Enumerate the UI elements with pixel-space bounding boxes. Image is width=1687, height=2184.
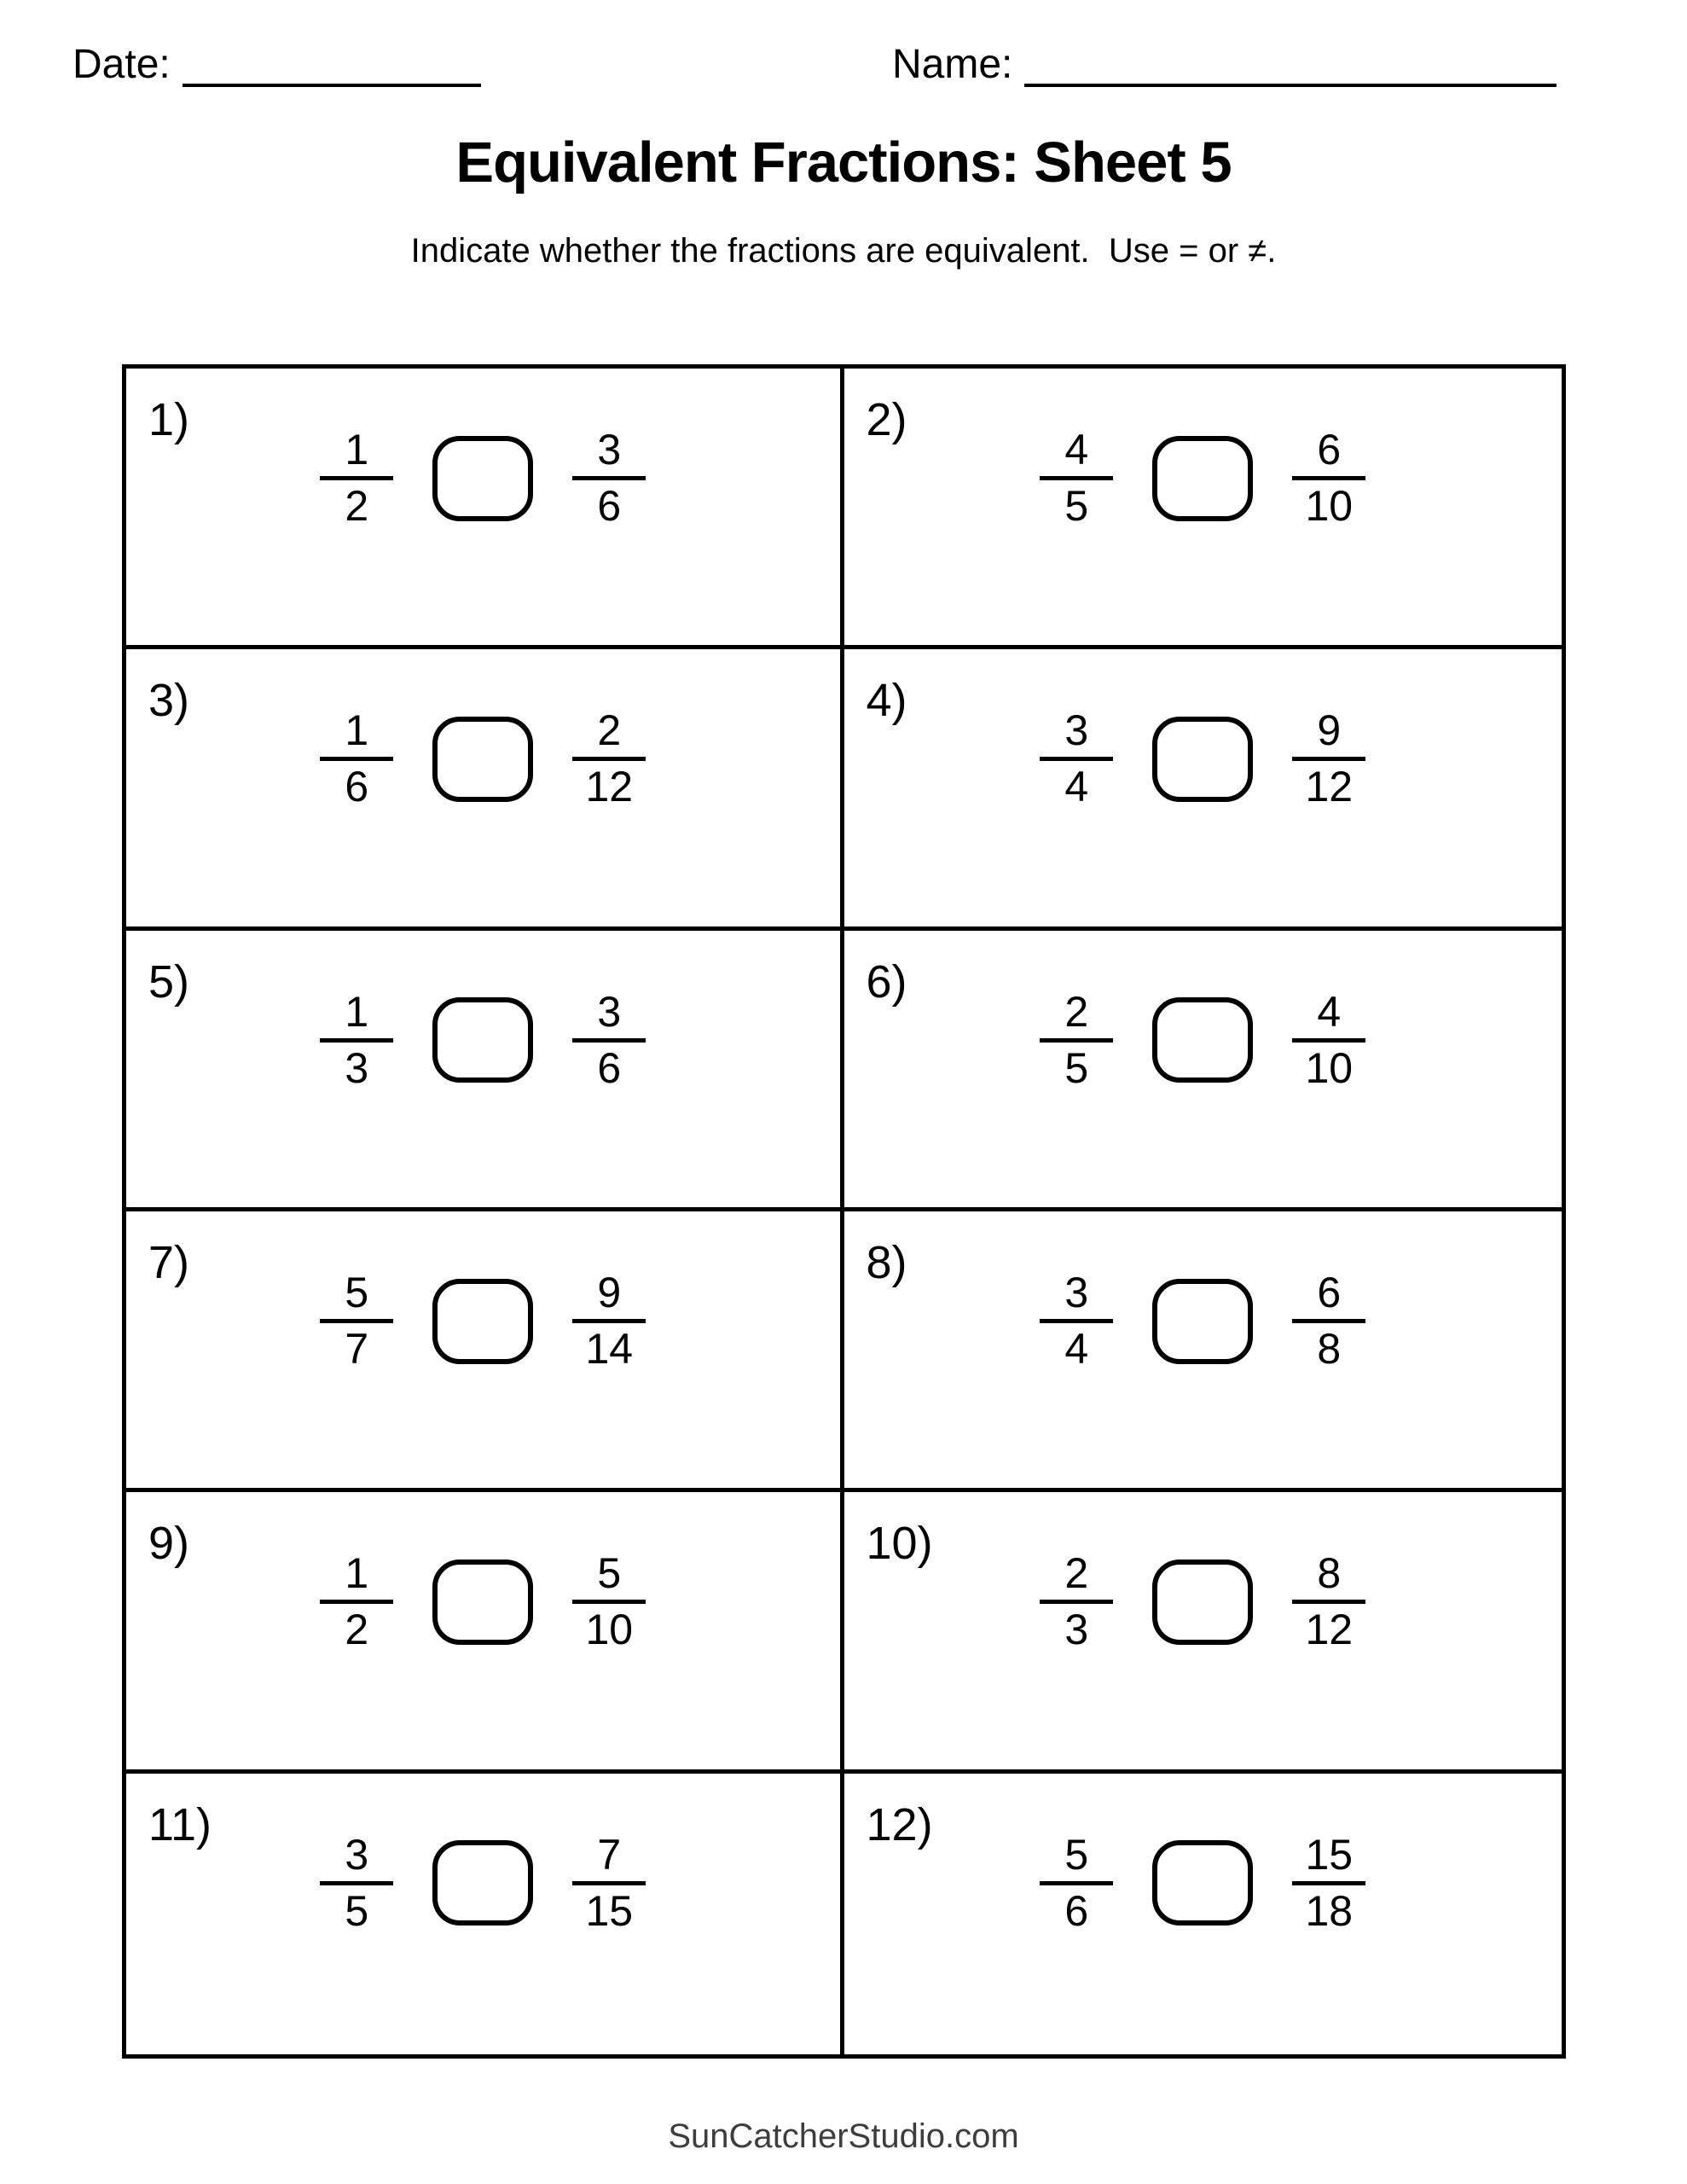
answer-box[interactable] <box>1152 997 1253 1083</box>
answer-box[interactable] <box>432 436 533 521</box>
problem-expression <box>1040 987 1365 1092</box>
fraction-bar <box>1292 1600 1365 1604</box>
fraction-left-denominator: 7 <box>345 1325 369 1373</box>
problem-expression <box>320 1830 646 1935</box>
fraction-right-numerator: 8 <box>1317 1549 1342 1598</box>
fraction-right-numerator: 3 <box>597 426 622 473</box>
answer-box[interactable] <box>432 1840 533 1926</box>
fraction-right-numerator: 4 <box>1317 987 1342 1036</box>
fraction-bar <box>572 1600 646 1604</box>
fraction-bar <box>320 757 393 761</box>
fraction-right-denominator: 10 <box>585 1606 634 1654</box>
fraction-left <box>1040 1549 1113 1654</box>
problem-number: 10) <box>866 1518 933 1570</box>
problem-number: 4) <box>866 675 907 727</box>
date-field-group <box>72 44 481 87</box>
fraction-bar <box>1040 1319 1113 1323</box>
fraction-left <box>1040 1271 1113 1371</box>
problem-number: 7) <box>148 1237 190 1288</box>
fraction-left-denominator: 4 <box>1064 1325 1089 1373</box>
fraction-right <box>1292 1271 1365 1371</box>
fraction-left <box>320 987 393 1092</box>
problem-cell <box>126 1774 844 2054</box>
fraction-bar <box>320 1319 393 1323</box>
fraction-left-denominator: 2 <box>345 1606 369 1654</box>
answer-box[interactable] <box>1152 717 1253 802</box>
fraction-bar <box>1292 1038 1365 1043</box>
fraction-bar <box>1292 1319 1365 1323</box>
problem-number: 3) <box>148 675 190 727</box>
fraction-left-denominator: 3 <box>345 1043 369 1092</box>
fraction-right-denominator: 18 <box>1305 1886 1354 1935</box>
problem-expression <box>1040 706 1365 811</box>
fraction-left-numerator: 3 <box>345 1830 369 1879</box>
fraction-left-numerator: 4 <box>1064 426 1089 473</box>
fraction-left-denominator: 4 <box>1064 763 1089 811</box>
fraction-left <box>1040 428 1113 528</box>
answer-box[interactable] <box>432 997 533 1083</box>
fraction-bar <box>1292 476 1365 480</box>
fraction-right <box>1292 1830 1365 1935</box>
fraction-right <box>1292 1549 1365 1654</box>
problem-cell <box>844 1211 1562 1492</box>
fraction-left-denominator: 2 <box>345 482 369 530</box>
problem-expression <box>320 706 646 811</box>
problem-cell <box>844 931 1562 1211</box>
problem-expression <box>1040 428 1365 528</box>
fraction-left <box>320 706 393 811</box>
answer-box[interactable] <box>432 717 533 802</box>
fraction-left <box>320 1271 393 1371</box>
fraction-right <box>1292 428 1365 528</box>
problem-number: 5) <box>148 956 190 1008</box>
fraction-right <box>1292 987 1365 1092</box>
fraction-left <box>1040 987 1113 1092</box>
problem-cell <box>844 369 1562 649</box>
problem-number: 9) <box>148 1518 190 1570</box>
fraction-left <box>320 1830 393 1935</box>
problem-number: 11) <box>148 1798 212 1850</box>
problem-cell <box>126 1492 844 1773</box>
fraction-right-numerator: 6 <box>1317 1269 1342 1316</box>
problem-cell <box>126 369 844 649</box>
problem-cell <box>844 649 1562 930</box>
instructions-text: Indicate whether the fractions are equivalent. Use = or ≠. <box>410 232 1277 270</box>
fraction-bar <box>572 1881 646 1885</box>
fraction-left-denominator: 5 <box>345 1886 369 1935</box>
fraction-right-denominator: 12 <box>585 763 634 811</box>
name-write-line[interactable] <box>1024 46 1557 87</box>
fraction-left <box>1040 706 1113 811</box>
fraction-left-numerator: 2 <box>1064 987 1089 1036</box>
fraction-left-denominator: 6 <box>345 763 369 811</box>
fraction-right-denominator: 15 <box>585 1886 634 1935</box>
fraction-right-denominator: 10 <box>1305 482 1354 530</box>
problem-expression <box>1040 1549 1365 1654</box>
date-write-line[interactable] <box>183 46 481 87</box>
fraction-right <box>572 987 646 1092</box>
fraction-right-numerator: 9 <box>597 1269 622 1316</box>
fraction-left-denominator: 5 <box>1064 1043 1089 1092</box>
date-label: Date: <box>72 42 171 87</box>
fraction-right-denominator: 14 <box>585 1325 634 1373</box>
fraction-bar <box>320 1881 393 1885</box>
fraction-bar <box>1292 757 1365 761</box>
fraction-bar <box>1040 757 1113 761</box>
problem-number: 8) <box>866 1237 907 1288</box>
fraction-right <box>1292 706 1365 811</box>
problem-expression <box>320 1271 646 1371</box>
fraction-right-denominator: 10 <box>1305 1043 1354 1092</box>
fraction-left-numerator: 5 <box>345 1269 369 1316</box>
problem-number: 2) <box>866 394 907 445</box>
fraction-bar <box>320 1038 393 1043</box>
problems-grid <box>122 364 1566 2059</box>
problem-expression <box>1040 1830 1365 1935</box>
fraction-right <box>572 1830 646 1935</box>
fraction-left-numerator: 3 <box>1064 1269 1089 1316</box>
fraction-bar <box>572 1319 646 1323</box>
fraction-right-numerator: 9 <box>1317 706 1342 755</box>
answer-box[interactable] <box>1152 436 1253 521</box>
problem-cell <box>844 1492 1562 1773</box>
fraction-right-numerator: 3 <box>597 987 622 1036</box>
fraction-left-numerator: 5 <box>1064 1830 1089 1879</box>
fraction-right <box>572 706 646 811</box>
fraction-left-numerator: 2 <box>1064 1549 1089 1598</box>
page-title: Equivalent Fractions: Sheet 5 <box>455 131 1232 195</box>
fraction-right-denominator: 12 <box>1305 1606 1354 1654</box>
footer-credit: SunCatcherStudio.com <box>668 2117 1019 2155</box>
fraction-right-denominator: 8 <box>1317 1325 1342 1373</box>
problem-number: 1) <box>148 394 190 445</box>
answer-box[interactable] <box>1152 1560 1253 1645</box>
answer-box[interactable] <box>432 1560 533 1645</box>
fraction-bar <box>1040 1038 1113 1043</box>
fraction-right <box>572 1549 646 1654</box>
answer-box[interactable] <box>432 1279 533 1364</box>
problem-expression <box>320 1549 646 1654</box>
fraction-right-numerator: 5 <box>597 1549 622 1598</box>
fraction-left-denominator: 3 <box>1064 1606 1089 1654</box>
fraction-left <box>1040 1830 1113 1935</box>
problem-cell <box>844 1774 1562 2054</box>
fraction-bar <box>572 476 646 480</box>
fraction-left-denominator: 6 <box>1064 1886 1089 1935</box>
fraction-right-numerator: 6 <box>1317 426 1342 473</box>
answer-box[interactable] <box>1152 1840 1253 1926</box>
fraction-right-denominator: 6 <box>597 1043 622 1092</box>
fraction-left <box>320 428 393 528</box>
fraction-left-denominator: 5 <box>1064 482 1089 530</box>
name-field-group <box>892 44 1557 87</box>
fraction-right-numerator: 7 <box>597 1830 622 1879</box>
answer-box[interactable] <box>1152 1279 1253 1364</box>
problem-cell <box>126 1211 844 1492</box>
fraction-bar <box>1292 1881 1365 1885</box>
fraction-bar <box>1040 1600 1113 1604</box>
fraction-right-numerator: 2 <box>597 706 622 755</box>
problem-cell <box>126 931 844 1211</box>
fraction-bar <box>572 757 646 761</box>
fraction-right-denominator: 12 <box>1305 763 1354 811</box>
fraction-right <box>572 1271 646 1371</box>
problem-cell <box>126 649 844 930</box>
fraction-right-numerator: 15 <box>1305 1830 1354 1879</box>
fraction-left-numerator: 1 <box>345 426 369 473</box>
problem-expression <box>320 987 646 1092</box>
fraction-bar <box>320 1600 393 1604</box>
fraction-left <box>320 1549 393 1654</box>
problem-number: 6) <box>866 956 907 1008</box>
fraction-right <box>572 428 646 528</box>
fraction-bar <box>1040 476 1113 480</box>
name-label: Name: <box>892 42 1013 87</box>
fraction-bar <box>1040 1881 1113 1885</box>
fraction-left-numerator: 3 <box>1064 706 1089 755</box>
fraction-bar <box>320 476 393 480</box>
fraction-bar <box>572 1038 646 1043</box>
problem-expression <box>320 428 646 528</box>
fraction-right-denominator: 6 <box>597 482 622 530</box>
problem-number: 12) <box>866 1798 933 1850</box>
fraction-left-numerator: 1 <box>345 1549 369 1598</box>
fraction-left-numerator: 1 <box>345 987 369 1036</box>
problem-expression <box>1040 1271 1365 1371</box>
fraction-left-numerator: 1 <box>345 706 369 755</box>
